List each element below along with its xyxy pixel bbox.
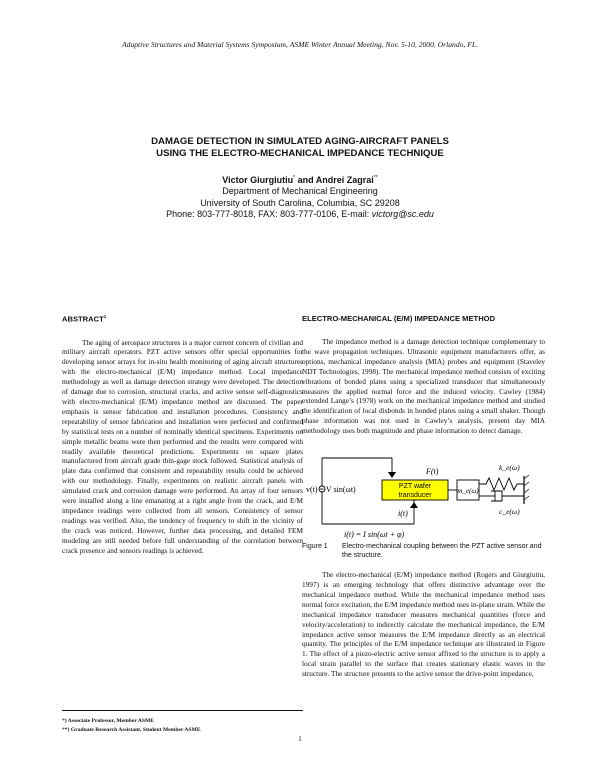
current-short-label: i(t): [398, 509, 408, 519]
page-number: 1: [298, 735, 302, 743]
running-head: Adaptive Structures and Material Systems Symposium, ASME Winter Annual Meeting, Nov. 5-10, 2000, Orlando, FL.: [122, 40, 478, 49]
mass-label: m_e(ω): [457, 487, 479, 496]
force-label: F(t): [426, 467, 439, 477]
ground-hatch-4: [524, 496, 529, 500]
abstract-heading: ABSTRACT$^1$: [62, 314, 107, 324]
author-department: Department of Mechanical Engineering: [222, 186, 378, 197]
footnote-2: **) Graduate Research Assistant, Student Member ASME: [62, 727, 201, 733]
figure-1: [302, 444, 545, 542]
figure-1-caption-text: Electro-mechanical coupling between the PZT active sensor and the structure.: [342, 543, 542, 560]
spring-label: k_e(ω): [499, 463, 520, 473]
figure-1-caption: [302, 542, 545, 560]
abstract-paragraph: The aging of aerospace structures is a major current concern of civilian and military aircraft operators. PZT active sensors offer special opportunities for developing sensor arrays for in-situ health monitoring of aging aircraft structures with the electro-mechanical (E/M) impedance method. Local impedance methodology as well as damage detection strategy were developed. The detection of damage due to corrosion, structural cracks, and active sensor self-diagnostics with electro-mechanical (E/M) impedance method are discussed. The paper emphasis is sensor fabrication and installation procedures. Consistency and repeatability of sensor fabrication and installation were perfected and confirmed by statistical tests on a number of nominally identical specimens. Experiments on simple metallic beams were then performed and the results were compared with readily available theoretical predictions. Experiments on square plates manufactured from aircraft grade thin-gage stock followed. Statistical analysis of plate data confirmed that consistent and repeatability results could be achieved with our methodology. Finally, experiments on realistic aircraft panels with simulated crack and corrosion damage were performed. An array of four sensors were installed along a line emanating at a right angle from the crack, and E/M impedance readings were collected from all sensors. Consistency of sensor readings was verified. Also, the tendency of frequency to shift in the vicinity of the crack was noticed. However, further data processing, and detailed FEM modeling are still needed before full understanding of the correlation between crack presence and sensors readings is achieved.: [62, 337, 303, 555]
spring: [479, 478, 524, 490]
current-label: i(t) = I sin(ωt + φ): [344, 530, 405, 540]
author-2: Andrei Zagrai: [315, 175, 374, 185]
left-column: [62, 314, 303, 555]
author-1-mark: *: [293, 175, 296, 181]
transducer-label-2: transducer: [398, 492, 432, 500]
author-1: Victor Giurgiutiu: [222, 175, 294, 185]
contact-phone-fax: Phone: 803-777-8018, FAX: 803-777-0106, E-mail:: [166, 208, 372, 219]
figure-1-diagram: [302, 444, 545, 542]
damper-label: c_e(ω): [499, 507, 520, 517]
voltage-label: v(t) = V sin(ωt): [306, 485, 356, 495]
author-block: [0, 173, 600, 220]
current-arrow-top: [388, 472, 396, 478]
ground-hatch-3: [524, 489, 529, 493]
title-line-1: DAMAGE DETECTION IN SIMULATED AGING-AIRCRAFT PANELS: [151, 136, 449, 147]
method-paragraph-1: The impedance method is a damage detection technique complementary to the wave propagation techniques. Ultrasonic equipment manufacturers offer, as options, mechanical impedance analysis (MIA) probes and equipment (Staveley NDT Technologies, 1998). The mechanical impedance method consists of exciting vibrations of bonded plates using a specialized transducer that simultaneously measures the applied normal force and the induced velocity. Cawley (1984) extended Lange’s (1978) work on the mechanical impedance method and studied the identification of local disbonds in bonded plates using a small shaker. Though phase information was not used in Cawley’s analysis, present day MIA methodology uses both magnitude and phase information to detect damage.: [302, 337, 545, 436]
current-arrow-right: [410, 502, 418, 508]
author-2-mark: **: [373, 175, 378, 181]
abstract-heading-mark: 1: [103, 314, 107, 319]
author-contact: [0, 209, 600, 220]
ground-hatch-2: [524, 482, 529, 486]
figure-1-caption-label: Figure 1: [302, 543, 328, 551]
footnotes: [62, 710, 303, 735]
author-email[interactable]: victorg@sc.edu: [371, 208, 434, 219]
method-paragraph-2: The electro-mechanical (E/M) impedance method (Rogers and Giurgiutiu, 1997) is an emerging technology that offers distinctive advantage over the mechanical impedance method. While the mechanical impedance method uses normal force excitation, the E/M impedance method uses in-plane strain. While the mechanical impedance transducer measures mechanical quantities (force and velocity/acceleration) to indirectly calculate the mechanical impedance, the E/M impedance active sensor measures the E/M impedance directly as an electrical quantity. The principles of the E/M impedance technique are illustrated in Figure 1. The effect of a piezo-electric active sensor affixed to the structure is to apply a local strain parallel to the surface that creates stationary elastic waves in the structure. The structure presents to the active sensor the drive-point impedance,: [302, 570, 545, 679]
paper-title: [0, 136, 600, 160]
footnote-1: *) Associate Professor, Member ASME: [62, 718, 155, 724]
transducer-label-1: PZT wafer: [398, 483, 432, 491]
ground-hatch-1: [524, 475, 529, 479]
method-heading: ELECTRO-MECHANICAL (E/M) IMPEDANCE METHOD: [302, 314, 496, 323]
author-university: University of South Carolina, Columbia, SC 29208: [200, 197, 400, 208]
right-column: [302, 314, 545, 679]
title-line-2: USING THE ELECTRO-MECHANICAL IMPEDANCE TECHNIQUE: [156, 148, 444, 159]
author-names: [0, 173, 600, 186]
author-conjunction: and: [295, 175, 316, 185]
